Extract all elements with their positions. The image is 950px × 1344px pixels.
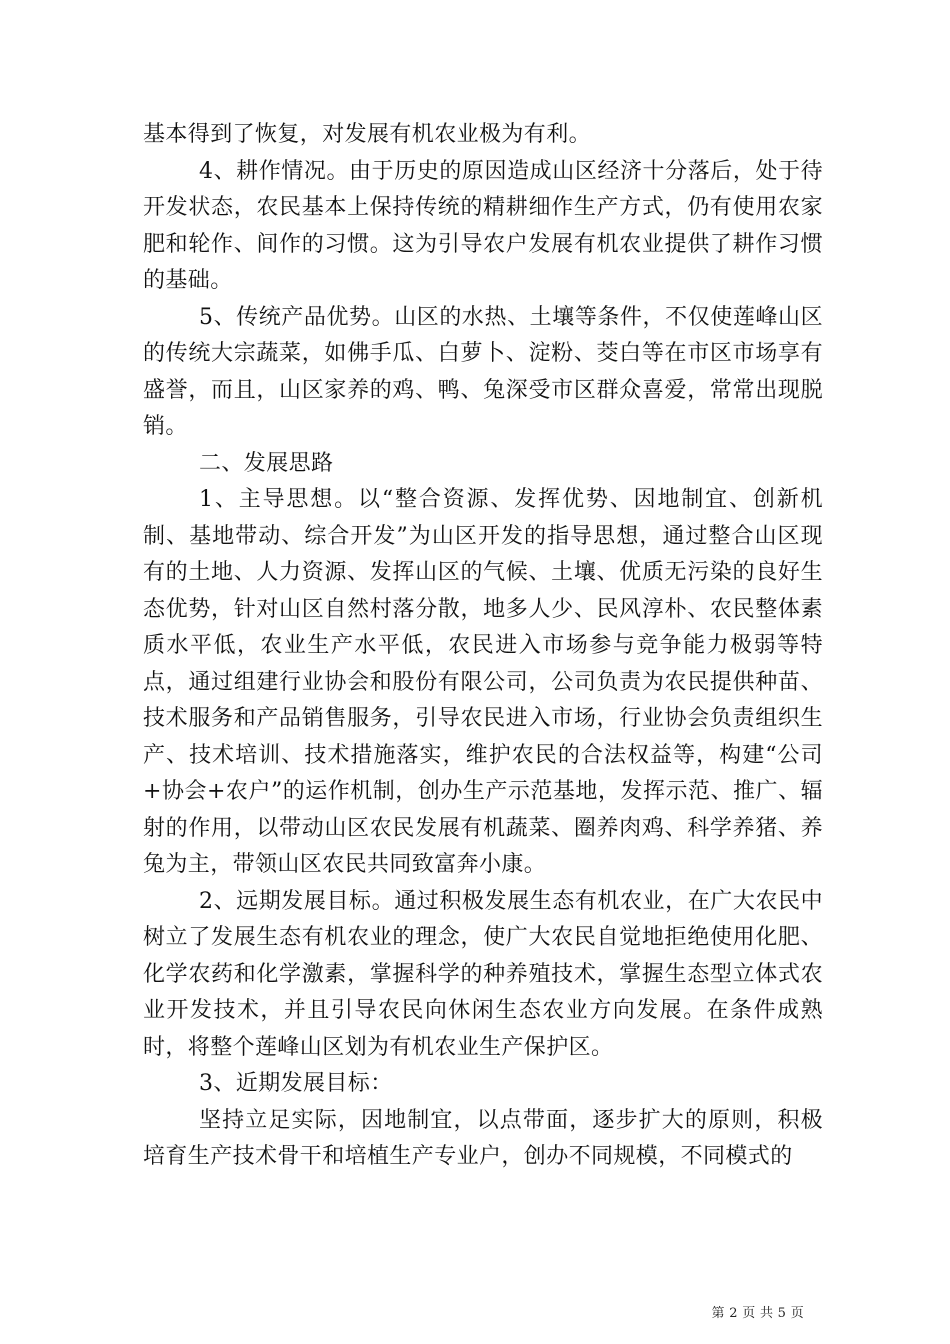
paragraph-near-term-principles: 坚持立足实际，因地制宜，以点带面，逐步扩大的原则，积极培育生产技术骨干和培植生产专业户，创办不同规模，不同模式的	[143, 1107, 823, 1169]
paragraph-guiding-thought: 1、主导思想。以“整合资源、发挥优势、因地制宜、创新机制、基地带动、综合开发”为山区开发的指导思想，通过整合山区现有的土地、人力资源、发挥山区的气候、土壤、优质无污染的良好生态优势，针对山区自然村落分散，地多人少、民风淳朴、农民整体素质水平低，农业生产水平低，农民进入市场参与竞争能力极弱等特点，通过组建行业协会和股份有限公司，公司负责为农民提供种苗、技术服务和产品销售服务，引导农民进入市场，行业协会负责组织生产、技术培训、技术措施落实，维护农民的合法权益等，构建“公司+协会+农户”的运作机制，创办生产示范基地，发挥示范、推广、辐射的作用，以带动山区农民发展有机蔬菜、圈养肉鸡、科学养猪、养兔为主，带领山区农民共同致富奔小康。	[143, 487, 823, 877]
subheading-near-term-goal: 3、近期发展目标：	[199, 1071, 393, 1096]
section-heading-development-ideas: 二、发展思路	[199, 450, 334, 476]
page-number-footer: 第 2 页 共 5 页	[711, 1306, 804, 1321]
document-body	[143, 117, 823, 1176]
paragraph-continuation: 基本得到了恢复，对发展有机农业极为有利。	[143, 122, 592, 147]
paragraph-long-term-goal: 2、远期发展目标。通过积极发展生态有机农业，在广大农民中树立了发展生态有机农业的理念，使广大农民自觉地拒绝使用化肥、化学农药和化学激素，掌握科学的种养殖技术，掌握生态型立体式农业开发技术，并且引导农民向休闲生态农业方向发展。在条件成熟时，将整个莲峰山区划为有机农业生产保护区。	[143, 888, 823, 1060]
paragraph-traditional-products: 5、传统产品优势。山区的水热、土壤等条件，不仅使莲峰山区的传统大宗蔬菜，如佛手瓜、白萝卜、淀粉、茭白等在市区市场享有盛誉，而且，山区家养的鸡、鸭、兔深受市区群众喜爱，常常出现脱销。	[143, 304, 823, 439]
paragraph-farming-conditions: 4、耕作情况。由于历史的原因造成山区经济十分落后，处于待开发状态，农民基本上保持传统的精耕细作生产方式，仍有使用农家肥和轮作、间作的习惯。这为引导农户发展有机农业提供了耕作习惯的基础。	[143, 158, 823, 293]
